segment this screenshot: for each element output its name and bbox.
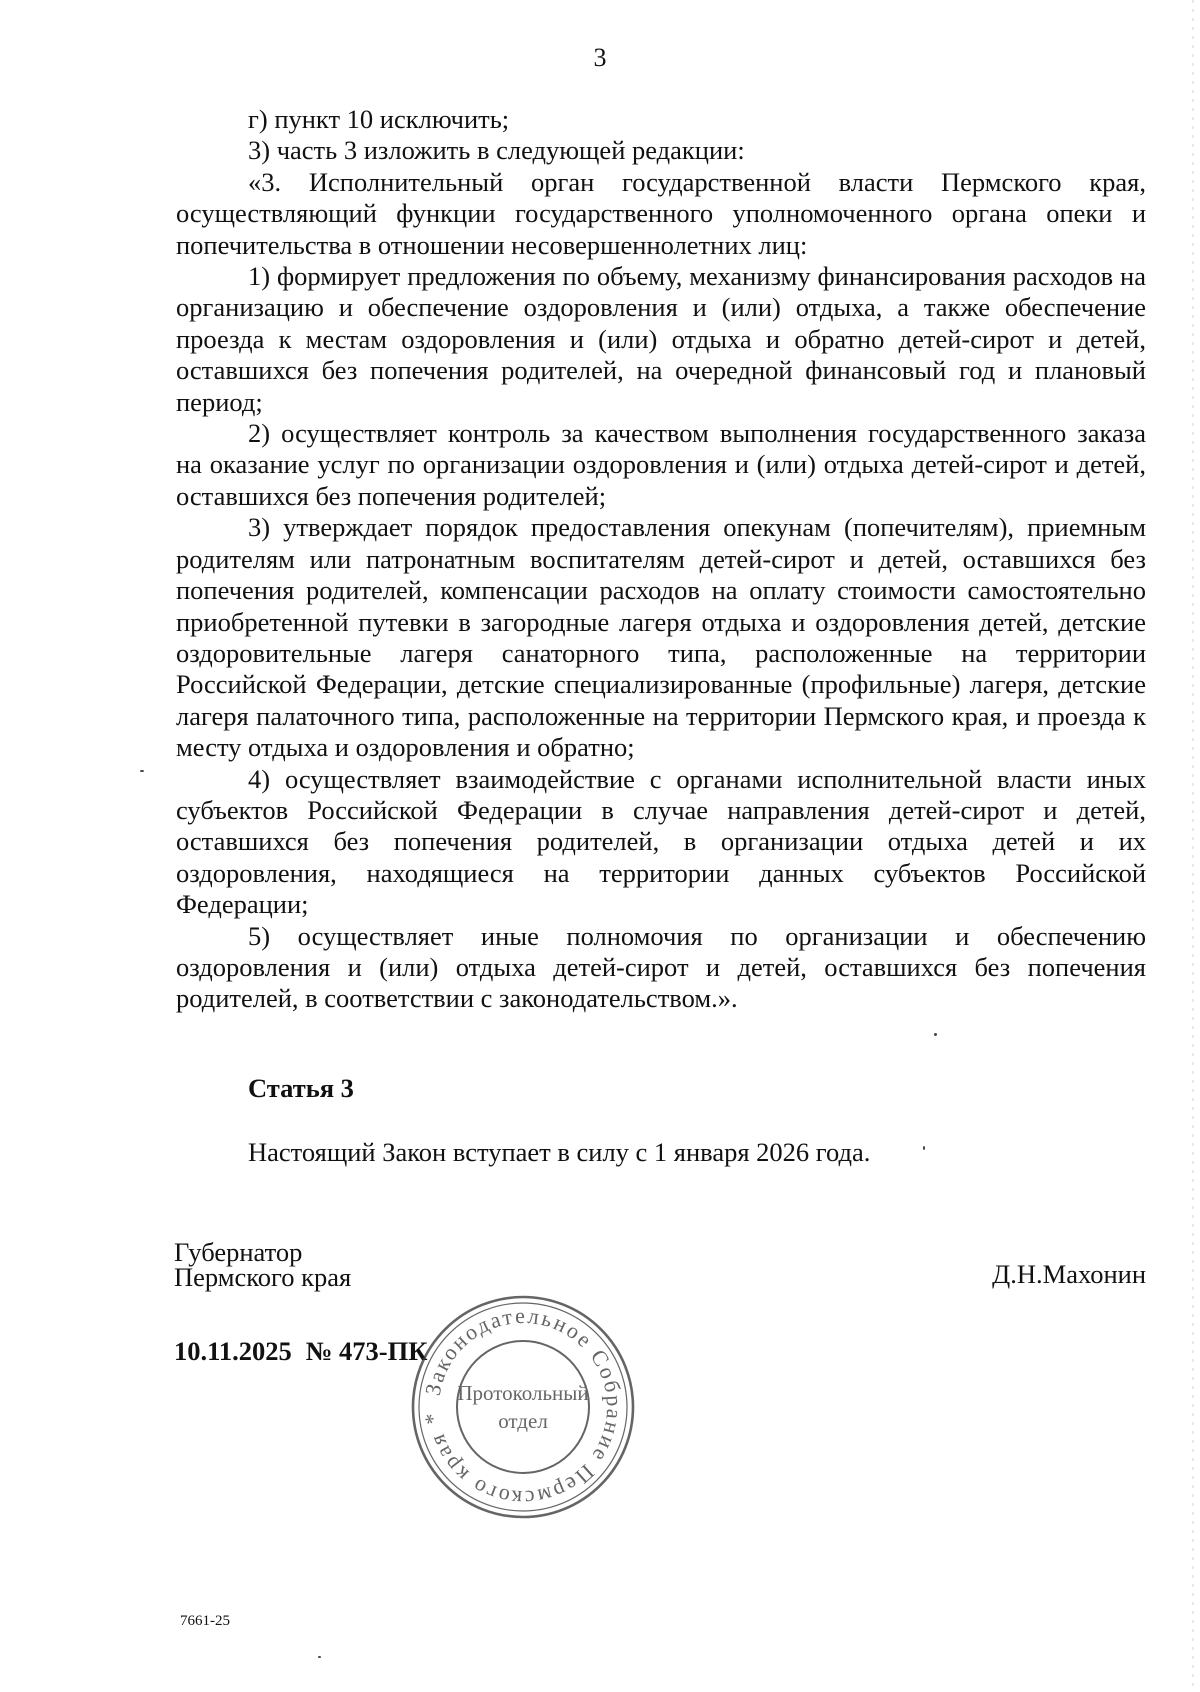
scan-edge-artifact [1192,0,1194,1692]
signer-name: Д.Н.Махонин [992,1259,1146,1289]
law-body-text [176,104,1146,1015]
law-date-number [174,1335,427,1367]
document-code: 7661-25 [180,1613,230,1629]
scan-speck [318,1656,321,1658]
paragraph-part-3-text: «3. Исполнительный орган государственной власти Пермского края, осуществляющий функции государственного уполномоченного органа опеки и попечительства в отношении несовершеннолетних лиц: [176,166,1146,260]
stamp-center-line-2: отдел [498,1409,548,1433]
stamp-seal [410,1294,636,1520]
article-text: Настоящий Закон вступает в силу с 1 января 2026 года. [248,1137,871,1167]
paragraph-subitem-1: 1) формирует предложения по объему, механизму финансирования расходов на организацию и обеспечение оздоровления и (или) отдыха, а также обеспечение проезда к местам оздоровления и (или) отдыха и обратно детей-сирот и детей, оставшихся без попечения родителей, на очередной финансовый год и плановый период; [176,261,1146,417]
paragraph-subitem-5: 5) осуществляет иные полномочия по организации и обеспечению оздоровления и (или) отдыха детей-сирот и детей, оставшихся без попечения родителей, в соответствии с законодательством.». [176,920,1146,1014]
stamp-center-line-1: Протокольный [457,1381,589,1405]
scan-speck [923,1146,925,1150]
paragraph-item-g: г) пункт 10 исключить; [248,104,510,134]
scan-speck [140,770,144,772]
stamp-ring-text: Законодательное Собрание Пермского края * [418,1302,628,1512]
page-number: 3 [593,43,607,72]
scan-speck [934,1033,937,1036]
signatory-title-line-1: Губернатор [174,1237,303,1267]
paragraph-subitem-4: 4) осуществляет взаимодействие с органами исполнительной власти иных субъектов Российской Федерации в случае направления детей-сирот и детей, оставшихся без попечения родителей, в организации отдыха детей и их оздоровления, находящиеся на территории данных субъектов Российской Федерации; [176,763,1146,920]
law-date: 10.11.2025 [174,1336,292,1366]
signatory-title [174,1237,352,1292]
paragraph-subitem-3: 3) утверждает порядок предоставления опекунам (попечителям), приемным родителям или патронатным воспитателям детей-сирот и детей, оставшихся без попечения родителей, компенсации расходов на оплату стоимости самостоятельно приобретенной путевки в загородные лагеря отдыха и оздоровления детей, детские оздоровительные лагеря санаторного типа, расположенные на территории Российской Федерации, детские специализированные (профильные) лагеря, детские лагеря палаточного типа, расположенные на территории Пермского края, и проезда к месту отдыха и оздоровления и обратно; [176,512,1146,763]
paragraph-subitem-2: 2) осуществляет контроль за качеством выполнения государственного заказа на оказание услуг по организации оздоровления и (или) отдыха детей-сирот и детей, оставшихся без попечения родителей; [176,418,1146,511]
law-number: № 473-ПК [305,1336,428,1366]
stamp-seal-icon [410,1294,636,1520]
signatory-title-line-2: Пермского края [174,1262,352,1292]
paragraph-part-3-intro: 3) часть 3 изложить в следующей редакции: [248,135,745,166]
article-title: Статья 3 [248,1073,354,1103]
